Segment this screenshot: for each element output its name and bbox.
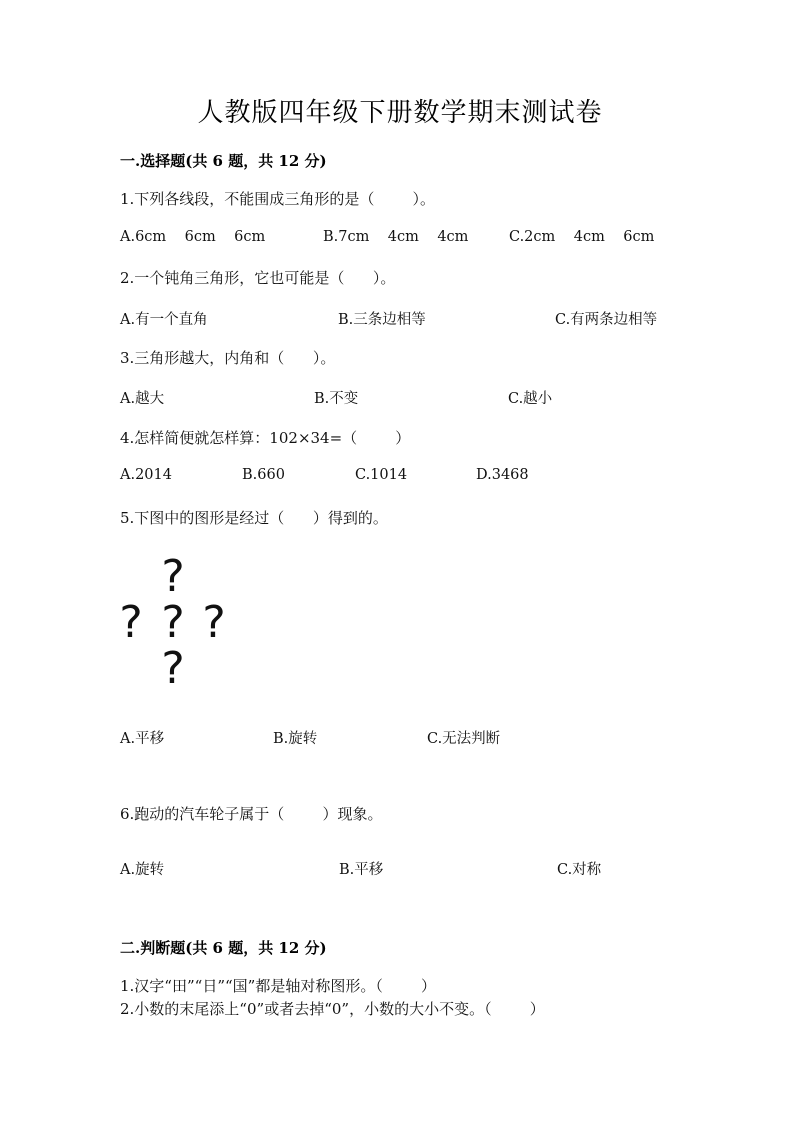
question-mark-left: ? [119,597,143,648]
q4-option-d: D.3468 [476,467,529,483]
question-marks-figure [116,555,236,690]
question-mark-bottom: ? [161,643,185,690]
q6-option-c: C.对称 [557,862,602,878]
question-3: 3.三角形越大，内角和（ ）。 [120,349,336,367]
q4-option-c: C.1014 [355,467,408,483]
judgement-1: 1.汉字“田”“日”“国”都是轴对称图形。（ ） [120,977,436,995]
q5-option-a: A.平移 [120,731,165,747]
q4-option-a: A.2014 [120,467,172,483]
question-1: 1.下列各线段，不能围成三角形的是（ ）。 [120,190,435,208]
question-mark-right: ? [202,597,226,648]
q2-option-c: C.有两条边相等 [555,312,658,328]
judgement-2: 2.小数的末尾添上“0”或者去掉“0”，小数的大小不变。（ ） [120,1000,545,1018]
q2-option-b: B.三条边相等 [338,312,426,328]
question-mark-top: ? [161,555,185,602]
section-title-choice: 一.选择题(共 6 题，共 12 分) [120,152,327,170]
q1-option-c: C.2cm 4cm 6cm [509,229,655,245]
question-2: 2.一个钝角三角形，它也可能是（ ）。 [120,269,396,287]
q1-option-b: B.7cm 4cm 4cm [323,229,469,245]
q3-option-b: B.不变 [314,391,359,407]
q3-option-c: C.越小 [508,391,553,407]
q1-option-a: A.6cm 6cm 6cm [120,229,266,245]
question-mark-center: ? [161,597,185,648]
question-4: 4.怎样简便就怎样算：102×34=（ ） [120,429,411,447]
q5-option-c: C.无法判断 [427,731,501,747]
q3-option-a: A.越大 [120,391,165,407]
q5-option-b: B.旋转 [273,731,318,747]
q6-option-a: A.旋转 [120,862,165,878]
q4-option-b: B.660 [242,467,285,483]
section-title-judgement: 二.判断题(共 6 题，共 12 分) [120,939,327,957]
q2-option-a: A.有一个直角 [120,312,208,328]
question-5: 5.下图中的图形是经过（ ）得到的。 [120,509,388,527]
q6-option-b: B.平移 [339,862,384,878]
page-title: 人教版四年级下册数学期末测试卷 [197,98,603,128]
question-6: 6.跑动的汽车轮子属于（ ）现象。 [120,805,383,823]
